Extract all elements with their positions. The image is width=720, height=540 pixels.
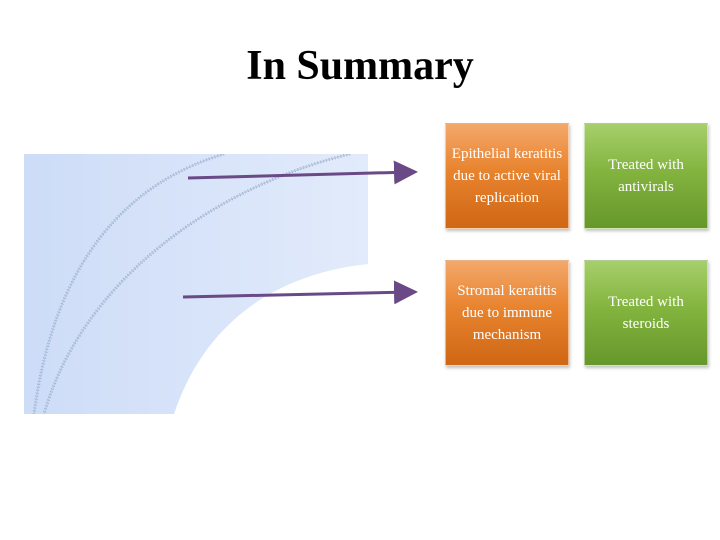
box-steroids-label: Treated with steroids [608,294,684,332]
box-steroids [584,260,708,366]
box-epithelial-keratitis [445,123,569,229]
box-stromal-keratitis-label: Stromal keratitis due to immune mechanism [457,283,557,343]
box-stromal-keratitis [445,260,569,366]
slide-title: In Summary [246,43,474,89]
box-antivirals [584,123,708,229]
box-epithelial-keratitis-label: Epithelial keratitis due to active viral replication [451,146,563,206]
box-antivirals-label: Treated with antivirals [608,157,684,195]
cornea-illustration [24,154,368,414]
